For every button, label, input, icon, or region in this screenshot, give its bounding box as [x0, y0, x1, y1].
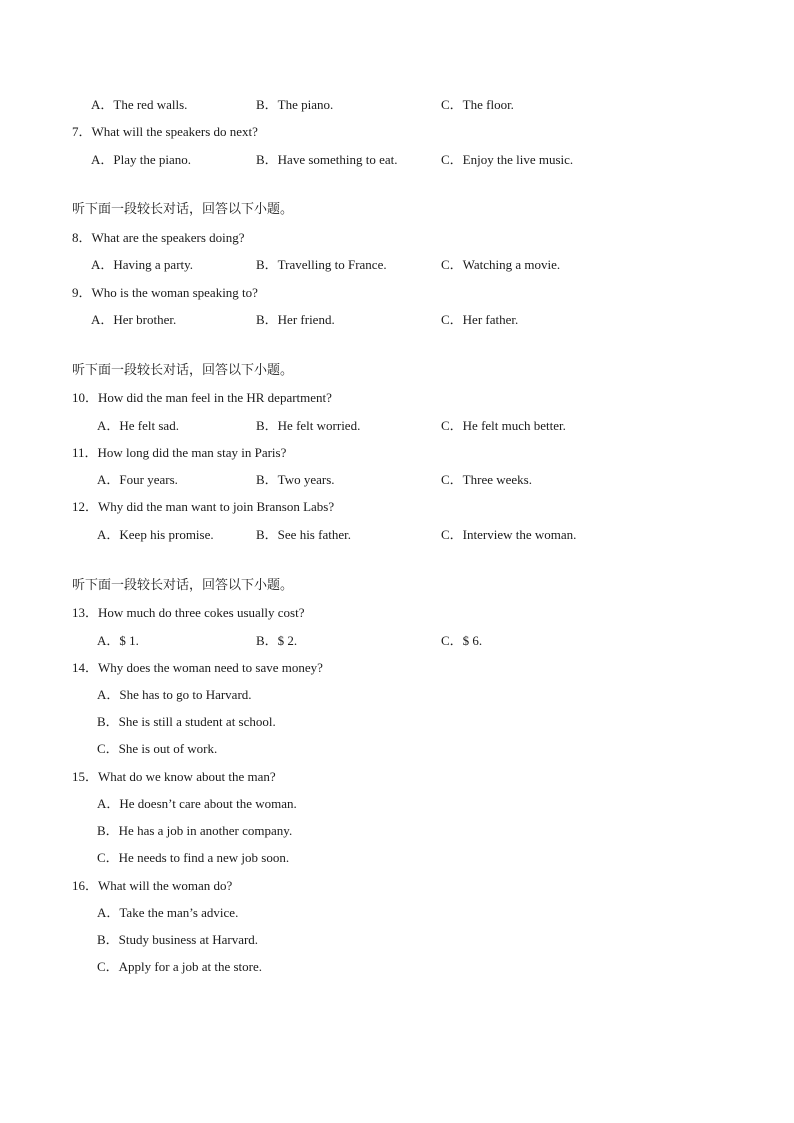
q10-stem: 10．How did the man feel in the HR department?	[72, 390, 332, 405]
q6-option-a[interactable]: A．The red walls.	[91, 97, 188, 112]
q11-option-c[interactable]: C．Three weeks.	[441, 472, 532, 487]
q8-option-a[interactable]: A．Having a party.	[91, 257, 194, 272]
q12-option-c[interactable]: C．Interview the woman.	[441, 527, 577, 542]
q15-option-a[interactable]: A．He doesn’t care about the woman.	[97, 796, 297, 811]
q9-stem: 9．Who is the woman speaking to?	[72, 285, 258, 300]
q14-option-b[interactable]: B．She is still a student at school.	[97, 714, 276, 729]
q14-option-c[interactable]: C．She is out of work.	[97, 741, 218, 756]
q15-stem: 15．What do we know about the man?	[72, 769, 276, 784]
q15-option-b[interactable]: B．He has a job in another company.	[97, 823, 293, 838]
q6-option-c[interactable]: C．The floor.	[441, 97, 514, 112]
q10-option-c[interactable]: C．He felt much better.	[441, 418, 566, 433]
section-instruction: 听下面一段较长对话，回答以下小题。	[72, 578, 294, 593]
q13-option-a[interactable]: A．$ 1.	[97, 633, 139, 648]
q6-option-b[interactable]: B．The piano.	[256, 97, 334, 112]
q11-stem: 11．How long did the man stay in Paris?	[72, 445, 287, 460]
q16-stem: 16．What will the woman do?	[72, 878, 233, 893]
q10-option-a[interactable]: A．He felt sad.	[97, 418, 179, 433]
q11-option-b[interactable]: B．Two years.	[256, 472, 335, 487]
q14-option-a[interactable]: A．She has to go to Harvard.	[97, 687, 252, 702]
q8-option-b[interactable]: B．Travelling to France.	[256, 257, 387, 272]
q7-option-a[interactable]: A．Play the piano.	[91, 152, 192, 167]
q7-stem: 7．What will the speakers do next?	[72, 124, 258, 139]
q9-option-a[interactable]: A．Her brother.	[91, 312, 177, 327]
section-instruction: 听下面一段较长对话，回答以下小题。	[72, 202, 294, 217]
q11-option-a[interactable]: A．Four years.	[97, 472, 178, 487]
q12-option-a[interactable]: A．Keep his promise.	[97, 527, 214, 542]
q16-option-a[interactable]: A．Take the man’s advice.	[97, 905, 239, 920]
q13-stem: 13．How much do three cokes usually cost?	[72, 605, 305, 620]
q10-option-b[interactable]: B．He felt worried.	[256, 418, 361, 433]
q16-option-b[interactable]: B．Study business at Harvard.	[97, 932, 259, 947]
q9-option-b[interactable]: B．Her friend.	[256, 312, 335, 327]
q13-option-b[interactable]: B．$ 2.	[256, 633, 298, 648]
q8-option-c[interactable]: C．Watching a movie.	[441, 257, 561, 272]
q12-option-b[interactable]: B．See his father.	[256, 527, 351, 542]
q9-option-c[interactable]: C．Her father.	[441, 312, 519, 327]
q7-option-b[interactable]: B．Have something to eat.	[256, 152, 398, 167]
q14-stem: 14．Why does the woman need to save money?	[72, 660, 323, 675]
q16-option-c[interactable]: C．Apply for a job at the store.	[97, 959, 262, 974]
q13-option-c[interactable]: C．$ 6.	[441, 633, 483, 648]
q7-option-c[interactable]: C．Enjoy the live music.	[441, 152, 574, 167]
q8-stem: 8．What are the speakers doing?	[72, 230, 245, 245]
q12-stem: 12．Why did the man want to join Branson Labs?	[72, 499, 335, 514]
q15-option-c[interactable]: C．He needs to find a new job soon.	[97, 850, 290, 865]
section-instruction: 听下面一段较长对话，回答以下小题。	[72, 363, 294, 378]
